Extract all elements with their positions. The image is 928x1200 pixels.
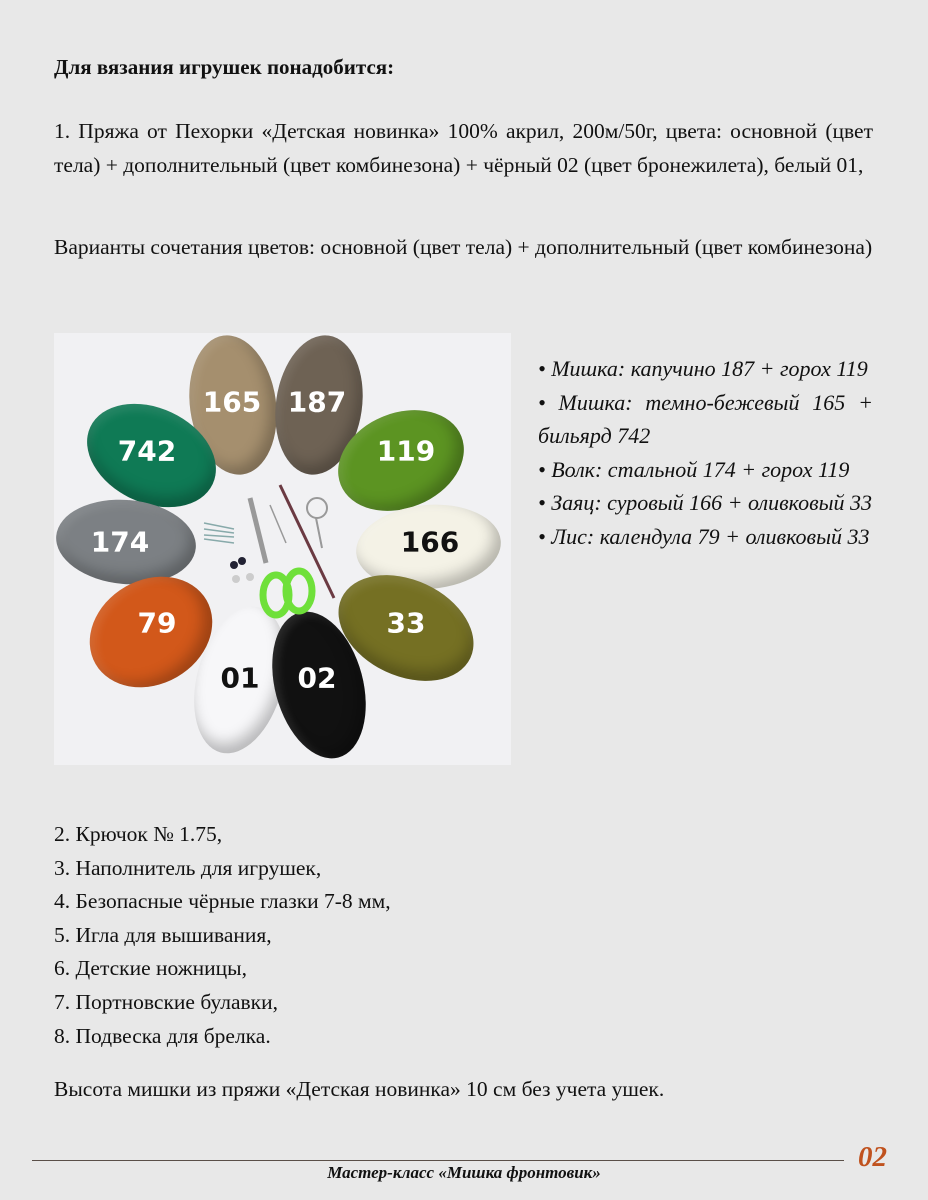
section-heading: Для вязания игрушек понадобится: (54, 55, 395, 79)
yarn-label: 165 (202, 385, 262, 419)
yarn-item: 1. Пряжа от Пехорки «Детская новинка» 100% акрил, 200м/50г, цвета: основной (цвет тела) + дополнительный (цвет комбинезона) + чёрный 02 (цвет бронежилета), белый 01, (54, 119, 873, 177)
yarn-label: 119 (376, 434, 436, 468)
footer-title: Мастер-класс «Мишка фронтовик» (327, 1163, 601, 1182)
combo-item: • Заяц: суровый 166 + оливковый 33 (538, 490, 873, 515)
color-combinations-list (538, 352, 873, 553)
safety-eyes-icon (230, 557, 254, 583)
page-number: 02 (858, 1141, 887, 1173)
yarn-label: 187 (287, 385, 347, 419)
yarn-label: 33 (386, 606, 426, 640)
combo-item: • Мишка: темно-бежевый 165 + бильярд 742 (538, 389, 873, 448)
tools-list (54, 818, 391, 1053)
footer-divider (32, 1160, 844, 1161)
variants-intro: Варианты сочетания цветов: основной (цвет тела) + дополнительный (цвет комбинезона) (54, 235, 873, 259)
tool-item: 5. Игла для вышивания, (54, 922, 272, 947)
tool-item: 7. Портновские булавки, (54, 989, 279, 1014)
yarn-label: 742 (117, 434, 177, 468)
combo-item: • Лис: календула 79 + оливковый 33 (538, 523, 870, 549)
yarn-label: 79 (137, 606, 177, 640)
tool-item: 3. Наполнитель для игрушек, (54, 855, 322, 880)
yarn-label: 166 (400, 525, 460, 559)
height-note: Высота мишки из пряжи «Детская новинка» 10 см без учета ушек. (54, 1077, 665, 1101)
pins-icon (204, 523, 234, 543)
tool-item: 8. Подвеска для брелка. (54, 1023, 271, 1048)
combo-item: • Мишка: капучино 187 + горох 119 (538, 356, 868, 381)
needle-icon (270, 505, 286, 543)
combo-item: • Волк: стальной 174 + горох 119 (538, 456, 850, 482)
tool-item: 6. Детские ножницы, (54, 956, 247, 981)
yarn-photo (54, 333, 511, 765)
yarn-label: 02 (297, 661, 337, 695)
tool-item: 2. Крючок № 1.75, (54, 822, 223, 846)
tool-item: 4. Безопасные чёрные глазки 7-8 мм, (54, 889, 391, 914)
yarn-label: 174 (90, 525, 150, 559)
scissors-icon (250, 498, 312, 615)
yarn-label: 01 (220, 661, 260, 695)
keychain-icon (307, 498, 327, 548)
